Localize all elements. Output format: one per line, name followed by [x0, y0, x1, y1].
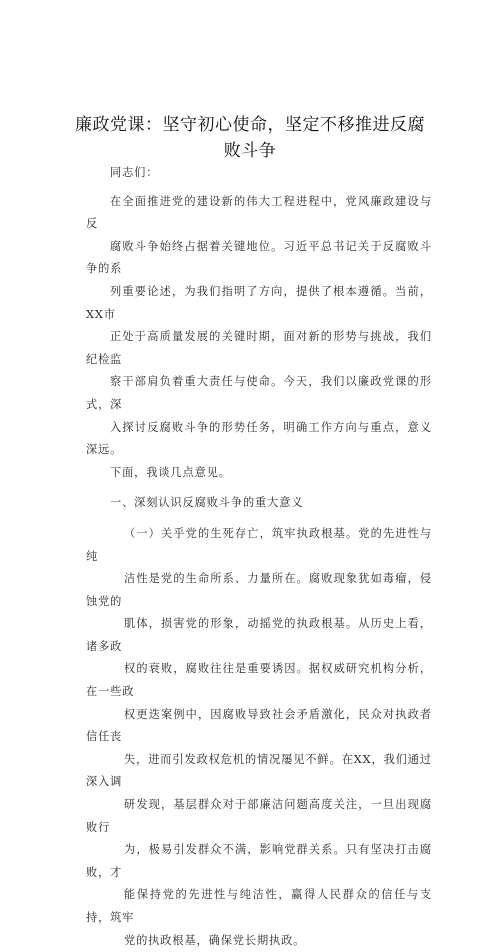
section-line: 研发现，基层群众对于部廉洁问题高度关注，一旦出现腐败行	[86, 798, 432, 834]
intro-line: 入探讨反腐败斗争的形势任务，明确工作方向与重点，意义深远。	[86, 420, 432, 457]
section-paragraph	[86, 523, 432, 952]
section-line: （一）关乎党的生死存亡，筑牢执政根基。党的先进性与纯	[86, 526, 432, 563]
intro-line: 察干部肩负着重大责任与使命。今天，我们以廉政党课的形式，深	[86, 375, 432, 411]
section-line: 为，极易引发群众不满，影响党群关系。只有坚决打击腐败，才	[86, 843, 432, 879]
intro-line: 正处于高质量发展的关键时期，面对新的形势与挑战，我们纪检监	[86, 330, 432, 366]
document-body	[86, 162, 432, 952]
intro-line: 腐败斗争始终占据着关键地位。习近平总书记关于反腐败斗争的系	[86, 239, 432, 276]
section-line: 肌体，损害党的形象，动摇党的执政根基。从历史上看，诸多政	[86, 617, 432, 653]
intro-line: 列重要论述，为我们指明了方向，提供了根本遵循。当前，XX市	[86, 284, 432, 321]
intro-line: 在全面推进党的建设新的伟大工程进程中，党风廉政建设与反	[86, 194, 432, 231]
section-heading: 一、深刻认识反腐败斗争的重大意义	[110, 496, 304, 510]
section-line: 党的执政根基，确保党长期执政。	[124, 933, 306, 947]
section-line: 能保持党的先进性与纯洁性，赢得人民群众的信任与支持，筑牢	[86, 888, 432, 924]
intro-paragraph	[86, 191, 432, 485]
title-line-2: 败斗争	[223, 141, 277, 161]
title-line-1: 廉政党课：坚守初心使命，坚定不移推进反腐	[75, 115, 425, 135]
intro-line: 下面，我谈几点意见。	[110, 465, 231, 479]
section-line: 权的衰败，腐败往往是重要诱因。据权威研究机构分析，在一些政	[86, 662, 432, 699]
section-line: 权更迭案例中，因腐败导致社会矛盾激化，民众对执政者信任丧	[86, 707, 432, 744]
salutation: 同志们：	[110, 166, 159, 179]
section-line: 失，进而引发政权危机的情况屡见不鲜。在XX，我们通过深入调	[86, 752, 432, 789]
section-line: 洁性是党的生命所系、力量所在。腐败现象犹如毒瘤，侵蚀党的	[86, 572, 432, 608]
document-title	[60, 112, 440, 164]
